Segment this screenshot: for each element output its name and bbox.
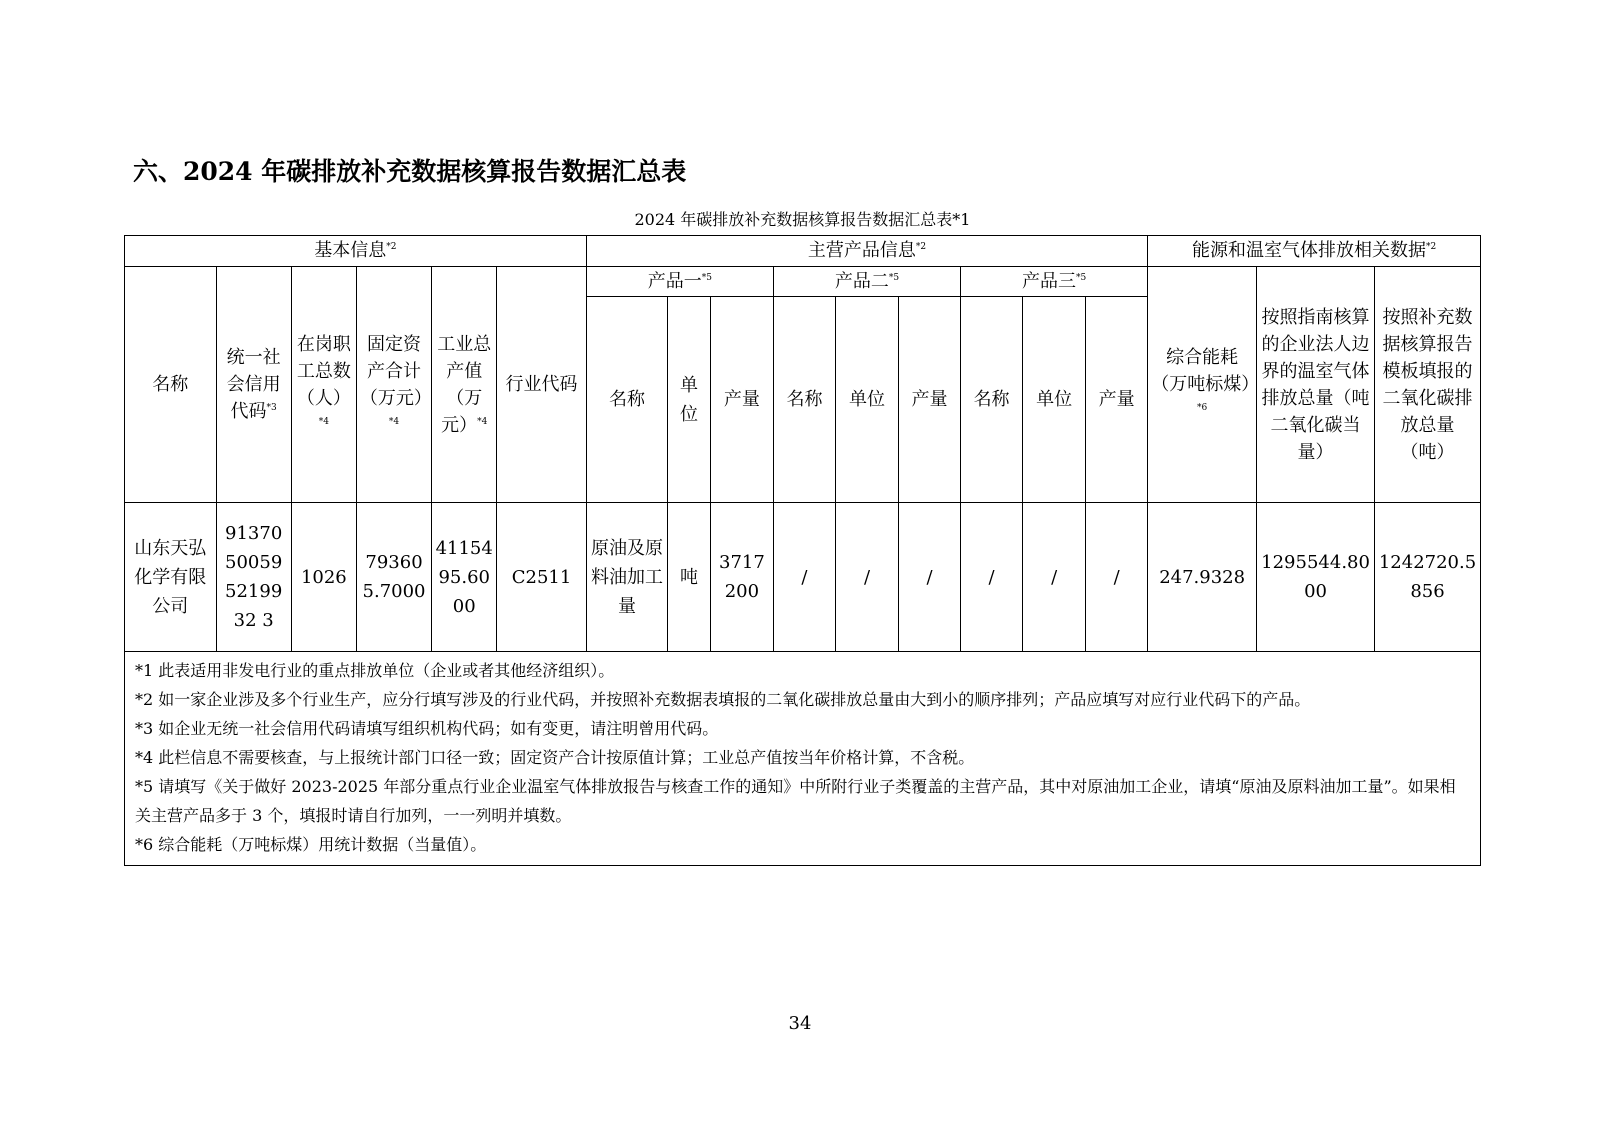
cell-fixed-assets: 793605.7000 bbox=[356, 503, 431, 652]
product-header-1: 产品一$^{*5}$ bbox=[586, 267, 773, 297]
col-header-fixed-assets: 固定资产合计（万元）$^{*4}$ bbox=[356, 267, 431, 503]
col-header-product3-output: 产量 bbox=[1086, 297, 1148, 503]
summary-table bbox=[124, 235, 1481, 866]
cell-energy-consumption: 247.9328 bbox=[1148, 503, 1257, 652]
col-header-product1-name: 名称 bbox=[586, 297, 667, 503]
table-row bbox=[125, 503, 1481, 652]
cell-employees: 1026 bbox=[291, 503, 356, 652]
col-header-product2-name: 名称 bbox=[773, 297, 835, 503]
note-3: *3 如企业无统一社会信用代码请填写组织机构代码；如有变更，请注明曾用代码。 bbox=[135, 719, 719, 738]
col-header-co2-supplement: 按照补充数据核算报告模板填报的二氧化碳排放总量（吨） bbox=[1375, 267, 1481, 503]
col-header-product3-unit: 单位 bbox=[1023, 297, 1086, 503]
cell-product1-name: 原油及原料油加工量 bbox=[586, 503, 667, 652]
cell-output-value: 4115495.6000 bbox=[432, 503, 497, 652]
cell-name: 山东天弘化学有限公司 bbox=[125, 503, 217, 652]
col-header-credit-code: 统一社会信用代码$^{*3}$ bbox=[216, 267, 291, 503]
note-2: *2 如一家企业涉及多个行业生产，应分行填写涉及的行业代码，并按照补充数据表填报的二氧化碳排放总量由大到小的顺序排列；产品应填写对应行业代码下的产品。 bbox=[135, 690, 1311, 709]
col-header-product2-unit: 单位 bbox=[835, 297, 898, 503]
product-header-3: 产品三$^{*5}$ bbox=[961, 267, 1148, 297]
col-header-product1-output: 产量 bbox=[710, 297, 773, 503]
cell-co2-supplement: 1242720.5856 bbox=[1375, 503, 1481, 652]
cell-ghg-guideline: 1295544.8000 bbox=[1257, 503, 1375, 652]
cell-product1-unit: 吨 bbox=[668, 503, 711, 652]
cell-credit-code: 91370500595219932 3 bbox=[216, 503, 291, 652]
group-header-energy: 能源和温室气体排放相关数据$^{*2}$ bbox=[1148, 236, 1481, 267]
cell-product3-unit: / bbox=[1023, 503, 1086, 652]
table-notes bbox=[125, 652, 1481, 866]
group-header-basic: 基本信息$^{*2}$ bbox=[125, 236, 587, 267]
cell-industry-code: C2511 bbox=[497, 503, 587, 652]
col-header-product3-name: 名称 bbox=[961, 297, 1023, 503]
col-header-product1-unit: 单位 bbox=[668, 297, 711, 503]
note-6: *6 综合能耗（万吨标煤）用统计数据（当量值）。 bbox=[135, 835, 487, 854]
cell-product3-name: / bbox=[961, 503, 1023, 652]
col-header-name: 名称 bbox=[125, 267, 217, 503]
col-header-output-value: 工业总产值（万元）$^{*4}$ bbox=[432, 267, 497, 503]
note-4: *4 此栏信息不需要核查，与上报统计部门口径一致；固定资产合计按原值计算；工业总产值按当年价格计算，不含税。 bbox=[135, 748, 975, 767]
page-number: 34 bbox=[788, 1013, 812, 1034]
product-header-2: 产品二$^{*5}$ bbox=[773, 267, 960, 297]
cell-product2-output: / bbox=[899, 503, 961, 652]
table-caption: 2024 年碳排放补充数据核算报告数据汇总表*1 bbox=[634, 210, 971, 229]
col-header-energy-consumption: 综合能耗（万吨标煤）$^{*6}$ bbox=[1148, 267, 1257, 503]
cell-product2-name: / bbox=[773, 503, 835, 652]
page-heading: 六、2024 年碳排放补充数据核算报告数据汇总表 bbox=[133, 157, 687, 186]
cell-product1-output: 3717200 bbox=[710, 503, 773, 652]
cell-product3-output: / bbox=[1086, 503, 1148, 652]
col-header-ghg-guideline: 按照指南核算的企业法人边界的温室气体排放总量（吨二氧化碳当量） bbox=[1257, 267, 1375, 503]
col-header-employees: 在岗职工总数（人）$^{*4}$ bbox=[291, 267, 356, 503]
cell-product2-unit: / bbox=[835, 503, 898, 652]
col-header-industry-code: 行业代码 bbox=[497, 267, 587, 503]
note-5: *5 请填写《关于做好 2023-2025 年部分重点行业企业温室气体排放报告与核查工作的通知》中所附行业子类覆盖的主营产品，其中对原油加工企业，请填“原油及原料油加工量”。如果相关主营产品多于 3 个，填报时请自行加列，一一列明并填数。 bbox=[135, 777, 1456, 825]
col-header-product2-output: 产量 bbox=[899, 297, 961, 503]
note-1: *1 此表适用非发电行业的重点排放单位（企业或者其他经济组织）。 bbox=[135, 661, 615, 680]
group-header-product: 主营产品信息$^{*2}$ bbox=[586, 236, 1147, 267]
